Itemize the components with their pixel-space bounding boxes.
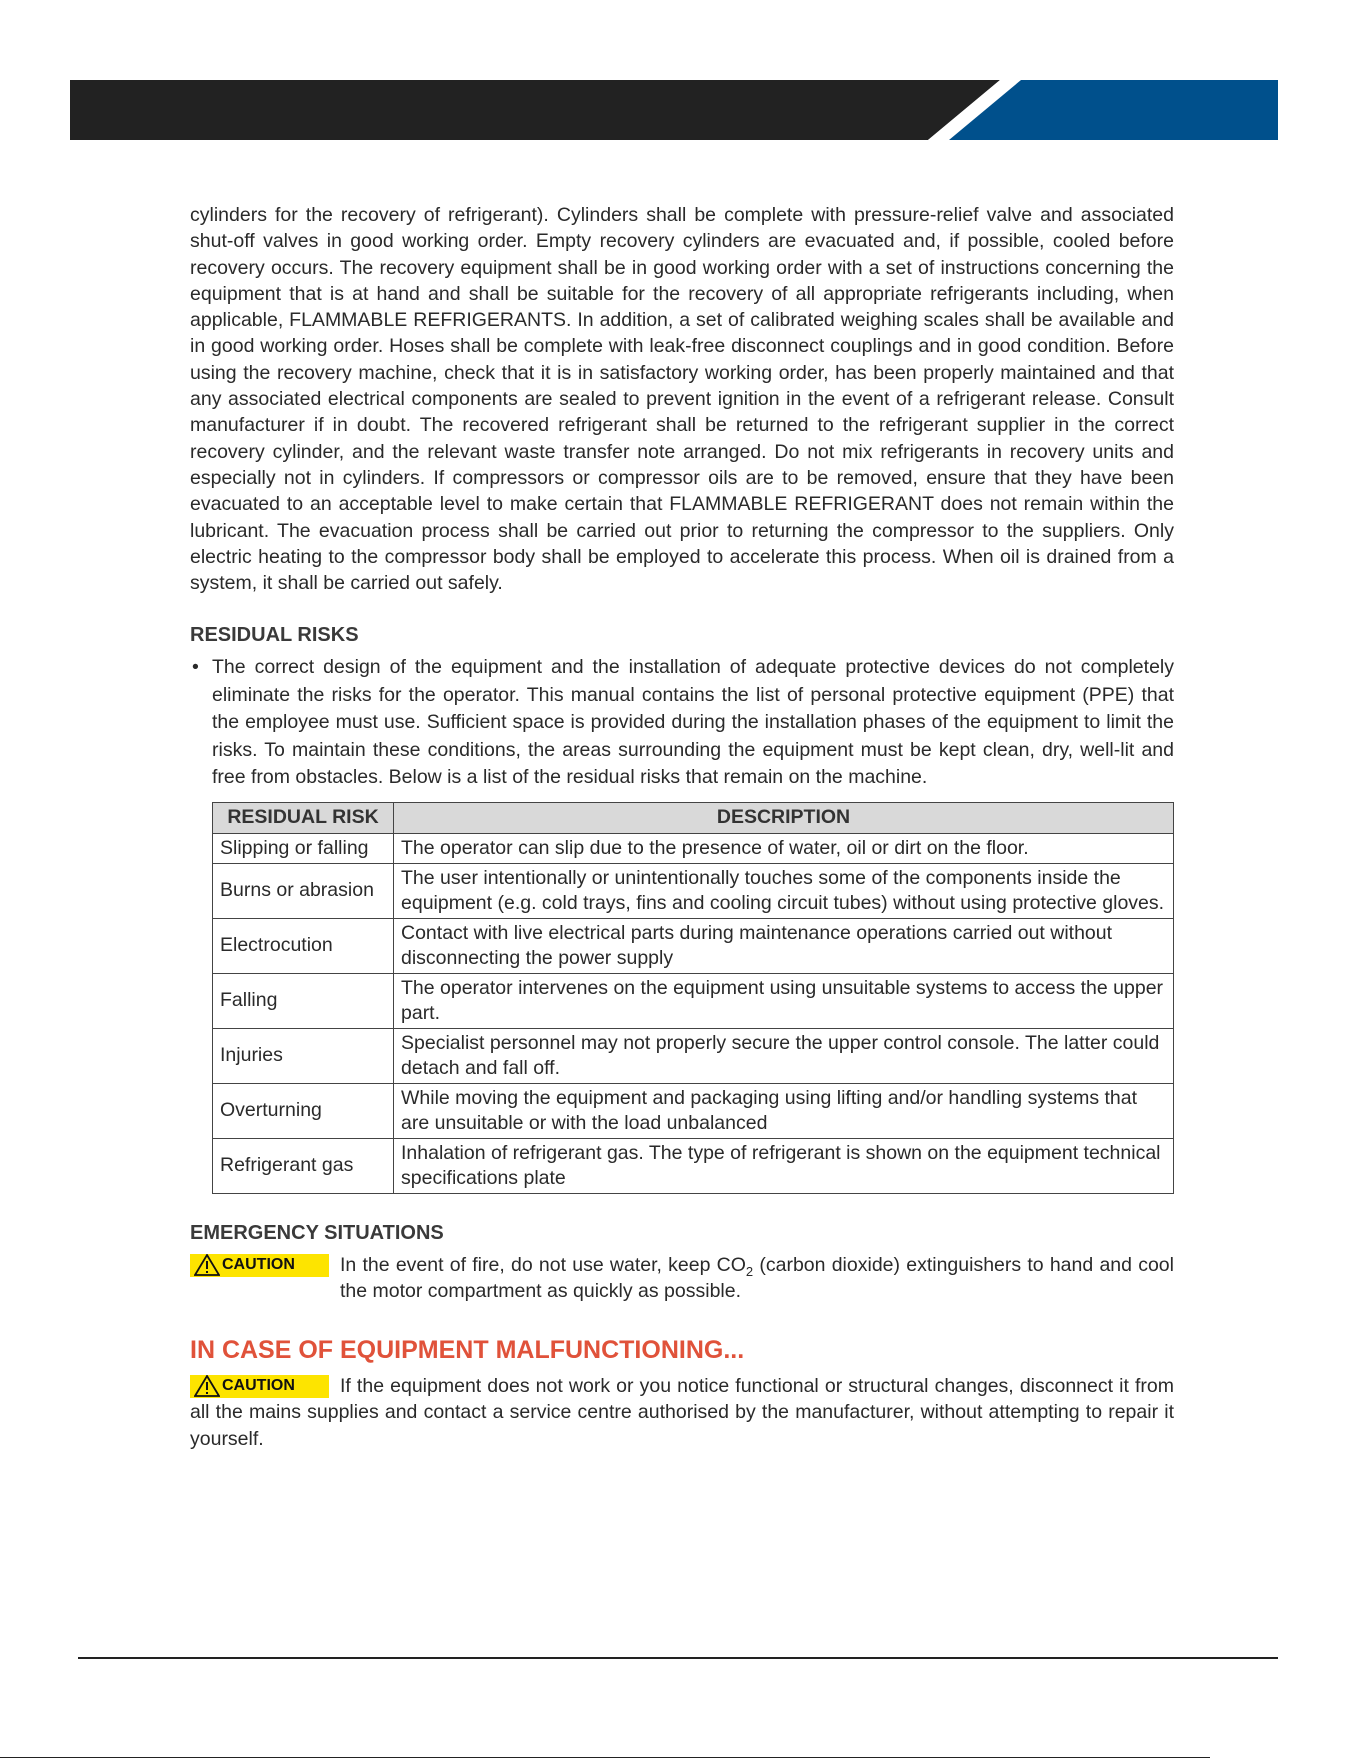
table-row: [213, 833, 1174, 863]
page-content: [190, 202, 1174, 1452]
risk-cell: Burns or abrasion: [213, 863, 394, 918]
description-cell: Specialist personnel may not properly secure the upper control console. The latter could detach and fall off.: [394, 1028, 1174, 1083]
column-header-risk: RESIDUAL RISK: [213, 802, 394, 833]
page-bottom-edge: [0, 1757, 1210, 1758]
risk-cell: Injuries: [213, 1028, 394, 1083]
description-cell: While moving the equipment and packaging using lifting and/or handling systems that are unsuitable or with the load unbalanced: [394, 1083, 1174, 1138]
intro-paragraph: cylinders for the recovery of refrigerant). Cylinders shall be complete with pressure-relief valve and associated shut-off valves in good working order. Empty recovery cylinders are evacuated and, if possible, cooled before recovery occurs. The recovery equipment shall be in good working order with a set of instructions concerning the equipment that is at hand and shall be suitable for the recovery of all appropriate refrigerants including, when applicable, FLAMMABLE REFRIGERANTS. In addition, a set of calibrated weighing scales shall be available and in good working order. Hoses shall be complete with leak-free disconnect couplings and in good condition. Before using the recovery machine, check that it is in satisfactory working order, has been properly maintained and that any associated electrical components are sealed to prevent ignition in the event of a refrigerant release. Consult manufacturer if in doubt. The recovered refrigerant shall be returned to the refrigerant supplier in the correct recovery cylinder, and the relevant waste transfer note arranged. Do not mix refrigerants in recovery units and especially not in cylinders. If compressors or compressor oils are to be removed, ensure that they have been evacuated to an acceptable level to make certain that FLAMMABLE REFRIGERANT does not remain within the lubricant. The evacuation process shall be carried out prior to returning the compressor to the suppliers. Only electric heating to the compressor body shall be employed to accelerate this process. When oil is drained from a system, it shall be carried out safely.: [190, 204, 1174, 595]
description-cell: The user intentionally or unintentionally touches some of the components inside the equipment (e.g. cold trays, fins and cooling circuit tubes) without using protective gloves.: [394, 863, 1174, 918]
residual-risks-heading: RESIDUAL RISKS: [190, 624, 359, 647]
table-row: [213, 1138, 1174, 1193]
table-row: [213, 863, 1174, 918]
caution-badge: [190, 1254, 329, 1277]
risk-cell: Electrocution: [213, 918, 394, 973]
residual-risk-table: [212, 802, 1174, 1194]
emergency-text-before: In the event of fire, do not use water, keep CO: [340, 1253, 746, 1276]
residual-risks-list: [190, 654, 1174, 792]
table-row: [213, 1083, 1174, 1138]
list-item: [190, 654, 1174, 792]
malfunction-text: If the equipment does not work or you notice functional or structural changes, disconnect it from all the mains supplies and contact a service centre authorised by the manufacturer, without attempting to repair it yourself.: [190, 1374, 1174, 1450]
caution-label: CAUTION: [222, 1377, 295, 1395]
warning-triangle-icon: [194, 1254, 220, 1276]
footer-divider: [78, 1657, 1278, 1659]
table-row: [213, 973, 1174, 1028]
malfunction-caution: [190, 1373, 1174, 1453]
emergency-subscript: 2: [745, 1263, 754, 1279]
emergency-text-after: (carbon dioxide) extinguishers to hand and cool the motor compartment as quickly as possible.: [340, 1253, 1174, 1303]
description-cell: Contact with live electrical parts during maintenance operations carried out without disconnecting the power supply: [394, 918, 1174, 973]
description-cell: The operator can slip due to the presence of water, oil or dirt on the floor.: [394, 833, 1174, 863]
description-cell: The operator intervenes on the equipment using unsuitable systems to access the upper part.: [394, 973, 1174, 1028]
description-cell: Inhalation of refrigerant gas. The type of refrigerant is shown on the equipment technical specifications plate: [394, 1138, 1174, 1193]
caution-badge: [190, 1375, 329, 1398]
header-dark-band: [70, 80, 1000, 140]
header-band: [70, 80, 1278, 140]
risk-cell: Refrigerant gas: [213, 1138, 394, 1193]
risk-cell: Falling: [213, 973, 394, 1028]
column-header-description: DESCRIPTION: [394, 802, 1174, 833]
bullet-text: The correct design of the equipment and the installation of adequate protective devices do not completely eliminate the risks for the operator. This manual contains the list of personal protective equipment (PPE) that the employee must use. Sufficient space is provided during the installation phases of the equipment to limit the risks. To maintain these conditions, the areas surrounding the equipment must be kept clean, dry, well-lit and free from obstacles. Below is a list of the residual risks that remain on the machine.: [212, 656, 1174, 789]
risk-cell: Overturning: [213, 1083, 394, 1138]
table-row: [213, 1028, 1174, 1083]
risk-cell: Slipping or falling: [213, 833, 394, 863]
bullet-dot: •: [192, 656, 199, 679]
malfunction-heading: IN CASE OF EQUIPMENT MALFUNCTIONING...: [190, 1335, 745, 1364]
table-header-row: [213, 802, 1174, 833]
emergency-caution: [190, 1252, 1174, 1305]
table-row: [213, 918, 1174, 973]
warning-triangle-icon: [194, 1375, 220, 1397]
caution-label: CAUTION: [222, 1256, 295, 1274]
emergency-heading: EMERGENCY SITUATIONS: [190, 1221, 444, 1244]
